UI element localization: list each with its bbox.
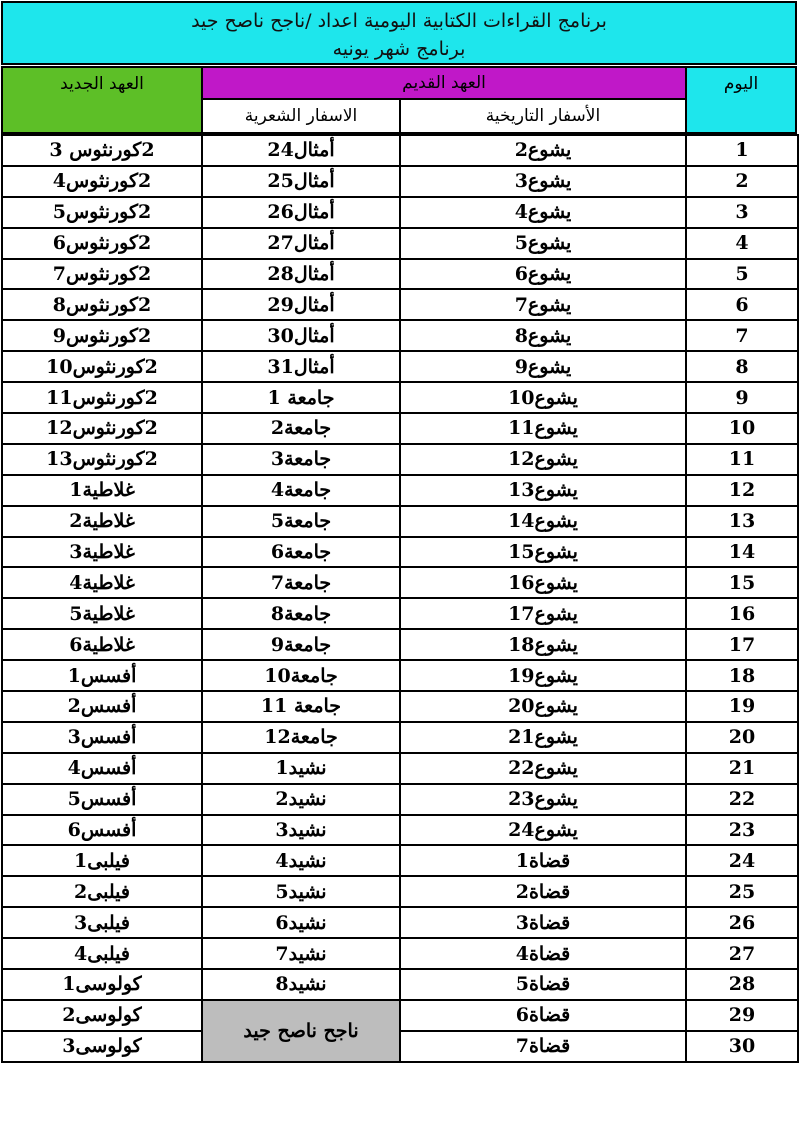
poetic-cell: نشيد5: [202, 876, 400, 907]
new-testament-cell: 2كورنثوس8: [2, 289, 202, 320]
day-number-cell: 4: [686, 228, 798, 259]
day-number-cell: 9: [686, 382, 798, 413]
poetic-cell: نشيد8: [202, 969, 400, 1000]
new-testament-cell: 2كورنثوس9: [2, 320, 202, 351]
poetic-cell: جامعة 1: [202, 382, 400, 413]
table-row: [2, 475, 798, 506]
new-testament-cell: 2كورنثوس13: [2, 444, 202, 475]
historical-cell: يشوع11: [400, 413, 686, 444]
new-testament-cell: أفسس6: [2, 815, 202, 846]
table-row: [2, 660, 798, 691]
historical-cell: يشوع9: [400, 351, 686, 382]
poetic-cell: جامعة12: [202, 722, 400, 753]
new-testament-cell: غلاطية3: [2, 537, 202, 568]
table-row: [2, 722, 798, 753]
new-testament-cell: فيلبى3: [2, 907, 202, 938]
new-testament-cell: أفسس1: [2, 660, 202, 691]
table-row: [2, 598, 798, 629]
table-row: [2, 320, 798, 351]
day-number-cell: 3: [686, 197, 798, 228]
day-number-cell: 23: [686, 815, 798, 846]
new-testament-cell: 2كورنثوس 3: [2, 135, 202, 166]
table-row: [2, 691, 798, 722]
historical-cell: يشوع21: [400, 722, 686, 753]
poetic-cell: أمثال26: [202, 197, 400, 228]
day-number-cell: 2: [686, 166, 798, 197]
poetic-cell: أمثال28: [202, 259, 400, 290]
historical-cell: قضاة7: [400, 1031, 686, 1062]
table-row: [2, 753, 798, 784]
reading-table-body: [2, 135, 798, 1062]
new-testament-cell: غلاطية4: [2, 567, 202, 598]
reading-table: [1, 134, 799, 1063]
day-number-cell: 18: [686, 660, 798, 691]
historical-cell: قضاة1: [400, 845, 686, 876]
historical-cell: يشوع6: [400, 259, 686, 290]
title-banner: [1, 1, 797, 65]
poetic-cell: جامعة5: [202, 506, 400, 537]
historical-cell: قضاة2: [400, 876, 686, 907]
table-row: [2, 1000, 798, 1031]
table-row: [2, 506, 798, 537]
table-row: [2, 259, 798, 290]
historical-cell: يشوع14: [400, 506, 686, 537]
table-row: [2, 197, 798, 228]
day-number-cell: 11: [686, 444, 798, 475]
new-testament-cell: 2كورنثوس11: [2, 382, 202, 413]
poetic-cell: جامعة6: [202, 537, 400, 568]
table-row: [2, 845, 798, 876]
new-testament-cell: 2كورنثوس7: [2, 259, 202, 290]
historical-cell: يشوع19: [400, 660, 686, 691]
author-credit-cell: ناجح ناصح جيد: [202, 1000, 400, 1062]
historical-cell: قضاة4: [400, 938, 686, 969]
day-number-cell: 24: [686, 845, 798, 876]
table-row: [2, 382, 798, 413]
header-old-testament: العهد القديم: [201, 66, 687, 100]
table-row: [2, 815, 798, 846]
historical-cell: يشوع8: [400, 320, 686, 351]
historical-cell: يشوع18: [400, 629, 686, 660]
new-testament-cell: 2كورنثوس10: [2, 351, 202, 382]
table-row: [2, 876, 798, 907]
historical-cell: يشوع2: [400, 135, 686, 166]
poetic-cell: أمثال24: [202, 135, 400, 166]
poetic-cell: نشيد3: [202, 815, 400, 846]
new-testament-cell: كولوسى2: [2, 1000, 202, 1031]
new-testament-cell: غلاطية1: [2, 475, 202, 506]
historical-cell: يشوع24: [400, 815, 686, 846]
header-historical-books: الأسفار التاريخية: [399, 98, 687, 134]
new-testament-cell: فيلبى1: [2, 845, 202, 876]
new-testament-cell: أفسس2: [2, 691, 202, 722]
poetic-cell: نشيد6: [202, 907, 400, 938]
table-row: [2, 289, 798, 320]
historical-cell: يشوع16: [400, 567, 686, 598]
day-number-cell: 22: [686, 784, 798, 815]
poetic-cell: أمثال29: [202, 289, 400, 320]
poetic-cell: نشيد4: [202, 845, 400, 876]
poetic-cell: أمثال30: [202, 320, 400, 351]
historical-cell: يشوع23: [400, 784, 686, 815]
poetic-cell: جامعة8: [202, 598, 400, 629]
table-row: [2, 537, 798, 568]
day-number-cell: 10: [686, 413, 798, 444]
poetic-cell: جامعة10: [202, 660, 400, 691]
day-number-cell: 5: [686, 259, 798, 290]
header-poetic-books: الاسفار الشعرية: [201, 98, 401, 134]
poetic-cell: نشيد2: [202, 784, 400, 815]
day-number-cell: 19: [686, 691, 798, 722]
day-number-cell: 21: [686, 753, 798, 784]
poetic-cell: نشيد7: [202, 938, 400, 969]
historical-cell: قضاة6: [400, 1000, 686, 1031]
historical-cell: يشوع20: [400, 691, 686, 722]
historical-cell: يشوع7: [400, 289, 686, 320]
header-day: اليوم: [685, 66, 797, 134]
poetic-cell: نشيد1: [202, 753, 400, 784]
table-row: [2, 784, 798, 815]
day-number-cell: 25: [686, 876, 798, 907]
table-row: [2, 567, 798, 598]
historical-cell: قضاة3: [400, 907, 686, 938]
table-row: [2, 629, 798, 660]
new-testament-cell: كولوسى1: [2, 969, 202, 1000]
day-number-cell: 12: [686, 475, 798, 506]
day-number-cell: 1: [686, 135, 798, 166]
day-number-cell: 6: [686, 289, 798, 320]
poetic-cell: جامعة3: [202, 444, 400, 475]
new-testament-cell: 2كورنثوس4: [2, 166, 202, 197]
poetic-cell: جامعة7: [202, 567, 400, 598]
poetic-cell: أمثال31: [202, 351, 400, 382]
table-row: [2, 444, 798, 475]
poetic-cell: جامعة4: [202, 475, 400, 506]
title-line-1: برنامج القراءات الكتابية اليومية اعداد /ناجح ناصح جيد: [191, 10, 607, 32]
new-testament-cell: كولوسى3: [2, 1031, 202, 1062]
new-testament-cell: 2كورنثوس12: [2, 413, 202, 444]
table-row: [2, 969, 798, 1000]
day-number-cell: 14: [686, 537, 798, 568]
table-row: [2, 135, 798, 166]
new-testament-cell: غلاطية6: [2, 629, 202, 660]
new-testament-cell: 2كورنثوس6: [2, 228, 202, 259]
title-line-2: برنامج شهر يونيه: [332, 38, 466, 60]
poetic-cell: أمثال27: [202, 228, 400, 259]
poetic-cell: جامعة2: [202, 413, 400, 444]
historical-cell: يشوع15: [400, 537, 686, 568]
table-row: [2, 228, 798, 259]
day-number-cell: 29: [686, 1000, 798, 1031]
historical-cell: يشوع12: [400, 444, 686, 475]
table-row: [2, 351, 798, 382]
historical-cell: قضاة5: [400, 969, 686, 1000]
day-number-cell: 27: [686, 938, 798, 969]
historical-cell: يشوع22: [400, 753, 686, 784]
day-number-cell: 28: [686, 969, 798, 1000]
table-row: [2, 413, 798, 444]
new-testament-cell: فيلبى4: [2, 938, 202, 969]
day-number-cell: 15: [686, 567, 798, 598]
new-testament-cell: فيلبى2: [2, 876, 202, 907]
historical-cell: يشوع13: [400, 475, 686, 506]
day-number-cell: 30: [686, 1031, 798, 1062]
historical-cell: يشوع4: [400, 197, 686, 228]
day-number-cell: 8: [686, 351, 798, 382]
table-row: [2, 938, 798, 969]
new-testament-cell: غلاطية2: [2, 506, 202, 537]
historical-cell: يشوع5: [400, 228, 686, 259]
table-row: [2, 907, 798, 938]
table-header: [1, 66, 797, 134]
poetic-cell: جامعة 11: [202, 691, 400, 722]
historical-cell: يشوع10: [400, 382, 686, 413]
day-number-cell: 26: [686, 907, 798, 938]
day-number-cell: 7: [686, 320, 798, 351]
header-new-testament: العهد الجديد: [1, 66, 203, 134]
historical-cell: يشوع3: [400, 166, 686, 197]
new-testament-cell: أفسس5: [2, 784, 202, 815]
new-testament-cell: غلاطية5: [2, 598, 202, 629]
poetic-cell: جامعة9: [202, 629, 400, 660]
day-number-cell: 20: [686, 722, 798, 753]
table-row: [2, 1031, 798, 1062]
day-number-cell: 16: [686, 598, 798, 629]
day-number-cell: 13: [686, 506, 798, 537]
day-number-cell: 17: [686, 629, 798, 660]
poetic-cell: أمثال25: [202, 166, 400, 197]
historical-cell: يشوع17: [400, 598, 686, 629]
new-testament-cell: أفسس3: [2, 722, 202, 753]
table-row: [2, 166, 798, 197]
new-testament-cell: 2كورنثوس5: [2, 197, 202, 228]
new-testament-cell: أفسس4: [2, 753, 202, 784]
